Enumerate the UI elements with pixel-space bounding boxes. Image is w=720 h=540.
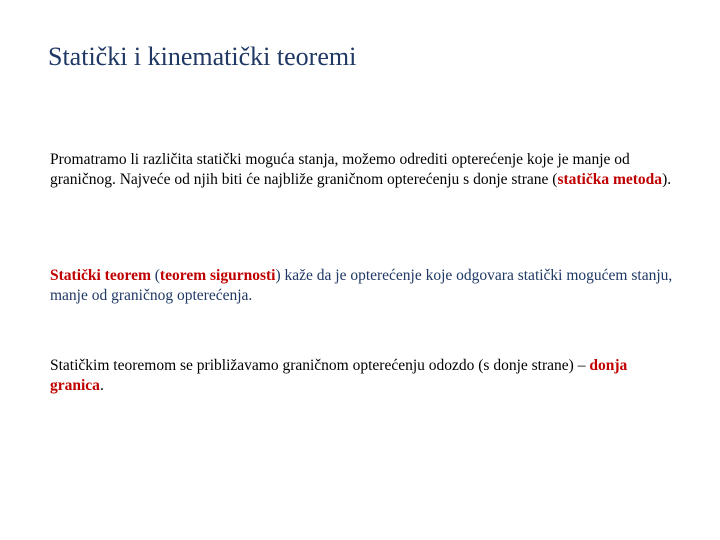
paragraph-lower-bound bbox=[50, 356, 680, 396]
highlight-static-method: statička metoda bbox=[557, 171, 663, 188]
paragraph-end: ). bbox=[662, 171, 672, 188]
slide-title: Statički i kinematički teoremi bbox=[48, 42, 357, 71]
paragraph-text: ) kaže da je opterećenje koje odgovara statički mogućem stanju, manje od graničnog opterećenja. bbox=[50, 267, 673, 304]
paragraph-text: Statičkim teoremom se približavamo graničnom opterećenju odozdo (s donje strane) – bbox=[50, 357, 590, 374]
highlight-lower-bound: donja granica bbox=[50, 357, 628, 394]
paragraph-text: Promatramo li različita statički moguća stanja, možemo odrediti opterećenje koje je manje od graničnog. Najveće od njih biti će najbliže graničnom opterećenju s donje strane ( bbox=[50, 151, 630, 188]
paragraph-static-method bbox=[50, 150, 680, 190]
term-static-theorem: Statički teorem bbox=[50, 267, 151, 284]
paragraph-text: ( bbox=[150, 267, 160, 284]
paragraph-end: . bbox=[99, 377, 104, 394]
paragraph-static-theorem bbox=[50, 266, 680, 306]
term-safety-theorem: teorem sigurnosti bbox=[159, 267, 276, 284]
